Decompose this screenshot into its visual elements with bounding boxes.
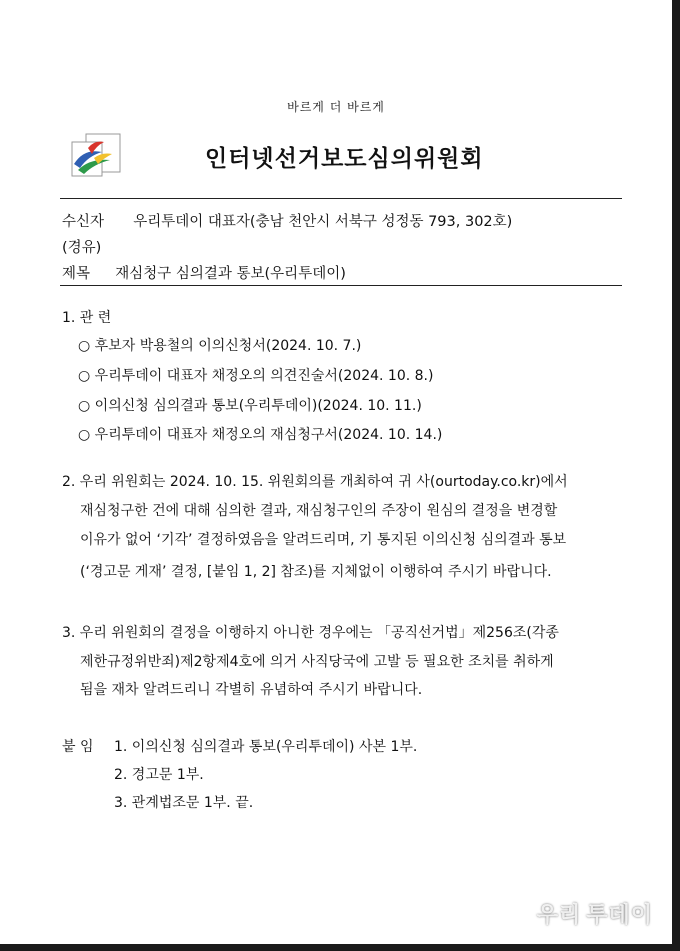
attachment-item: 1. 이의신청 심의결과 통보(우리투데이) 사본 1부. (114, 739, 418, 755)
attachment-item: 3. 관계법조문 1부. 끝. (114, 795, 254, 811)
attachment-item: 2. 경고문 1부. (114, 767, 204, 783)
related-item: ○ 이의신청 심의결과 통보(우리투데이)(2024. 10. 11.) (78, 398, 422, 414)
subject-label: 제목 (62, 266, 91, 282)
section3-line: 3. 우리 위원회의 결정을 이행하지 아니한 경우에는 「공직선거법」제256조(각종 (62, 625, 559, 641)
divider-bottom (60, 285, 622, 286)
slogan: 바르게 더 바르게 (287, 100, 385, 114)
organization-name: 인터넷선거보도심의위원회 (205, 146, 484, 172)
related-item: ○ 우리투데이 대표자 채정오의 재심청구서(2024. 10. 14.) (78, 427, 443, 443)
section2-line: (‘경고문 게재’ 결정, [붙임 1, 2] 참조)를 지체없이 이행하여 주시기 바랍니다. (80, 564, 552, 580)
section3-line: 제한규정위반죄)제2항제4호에 의거 사직당국에 고발 등 필요한 조치를 취하게 (80, 654, 554, 670)
watermark-part2: 투데이 (581, 901, 658, 930)
related-item: ○ 우리투데이 대표자 채정오의 의견진술서(2024. 10. 8.) (78, 368, 434, 384)
section1-title: 1. 관 련 (62, 310, 112, 326)
recipient-row (62, 210, 512, 231)
subject-row (62, 262, 346, 283)
watermark-logo (537, 898, 658, 929)
divider-top (60, 198, 622, 199)
section3-line: 됨을 재차 알려드리니 각별히 유념하여 주시기 바랍니다. (80, 682, 423, 698)
via-row: (경유) (62, 240, 102, 256)
related-item: ○ 후보자 박용철의 이의신청서(2024. 10. 7.) (78, 338, 362, 354)
recipient-value: 우리투데이 대표자(충남 천안시 서북구 성정동 793, 302호) (133, 214, 513, 230)
section2-line: 2. 우리 위원회는 2024. 10. 15. 위원회의를 개최하여 귀 사(ourtoday.co.kr)에서 (62, 474, 568, 490)
subject-value: 재심청구 심의결과 통보(우리투데이) (115, 266, 346, 282)
committee-logo (66, 130, 124, 182)
watermark-part1: 우리 (536, 903, 582, 928)
section2-line: 이유가 없어 ‘기각’ 결정하였음을 알려드리며, 기 통지된 이의신청 심의결과 통보 (80, 532, 567, 548)
attachments-label: 붙 임 (62, 739, 94, 755)
section2-line: 재심청구한 건에 대해 심의한 결과, 재심청구인의 주장이 원심의 결정을 변경할 (80, 503, 558, 519)
recipient-label: 수신자 (62, 214, 105, 230)
